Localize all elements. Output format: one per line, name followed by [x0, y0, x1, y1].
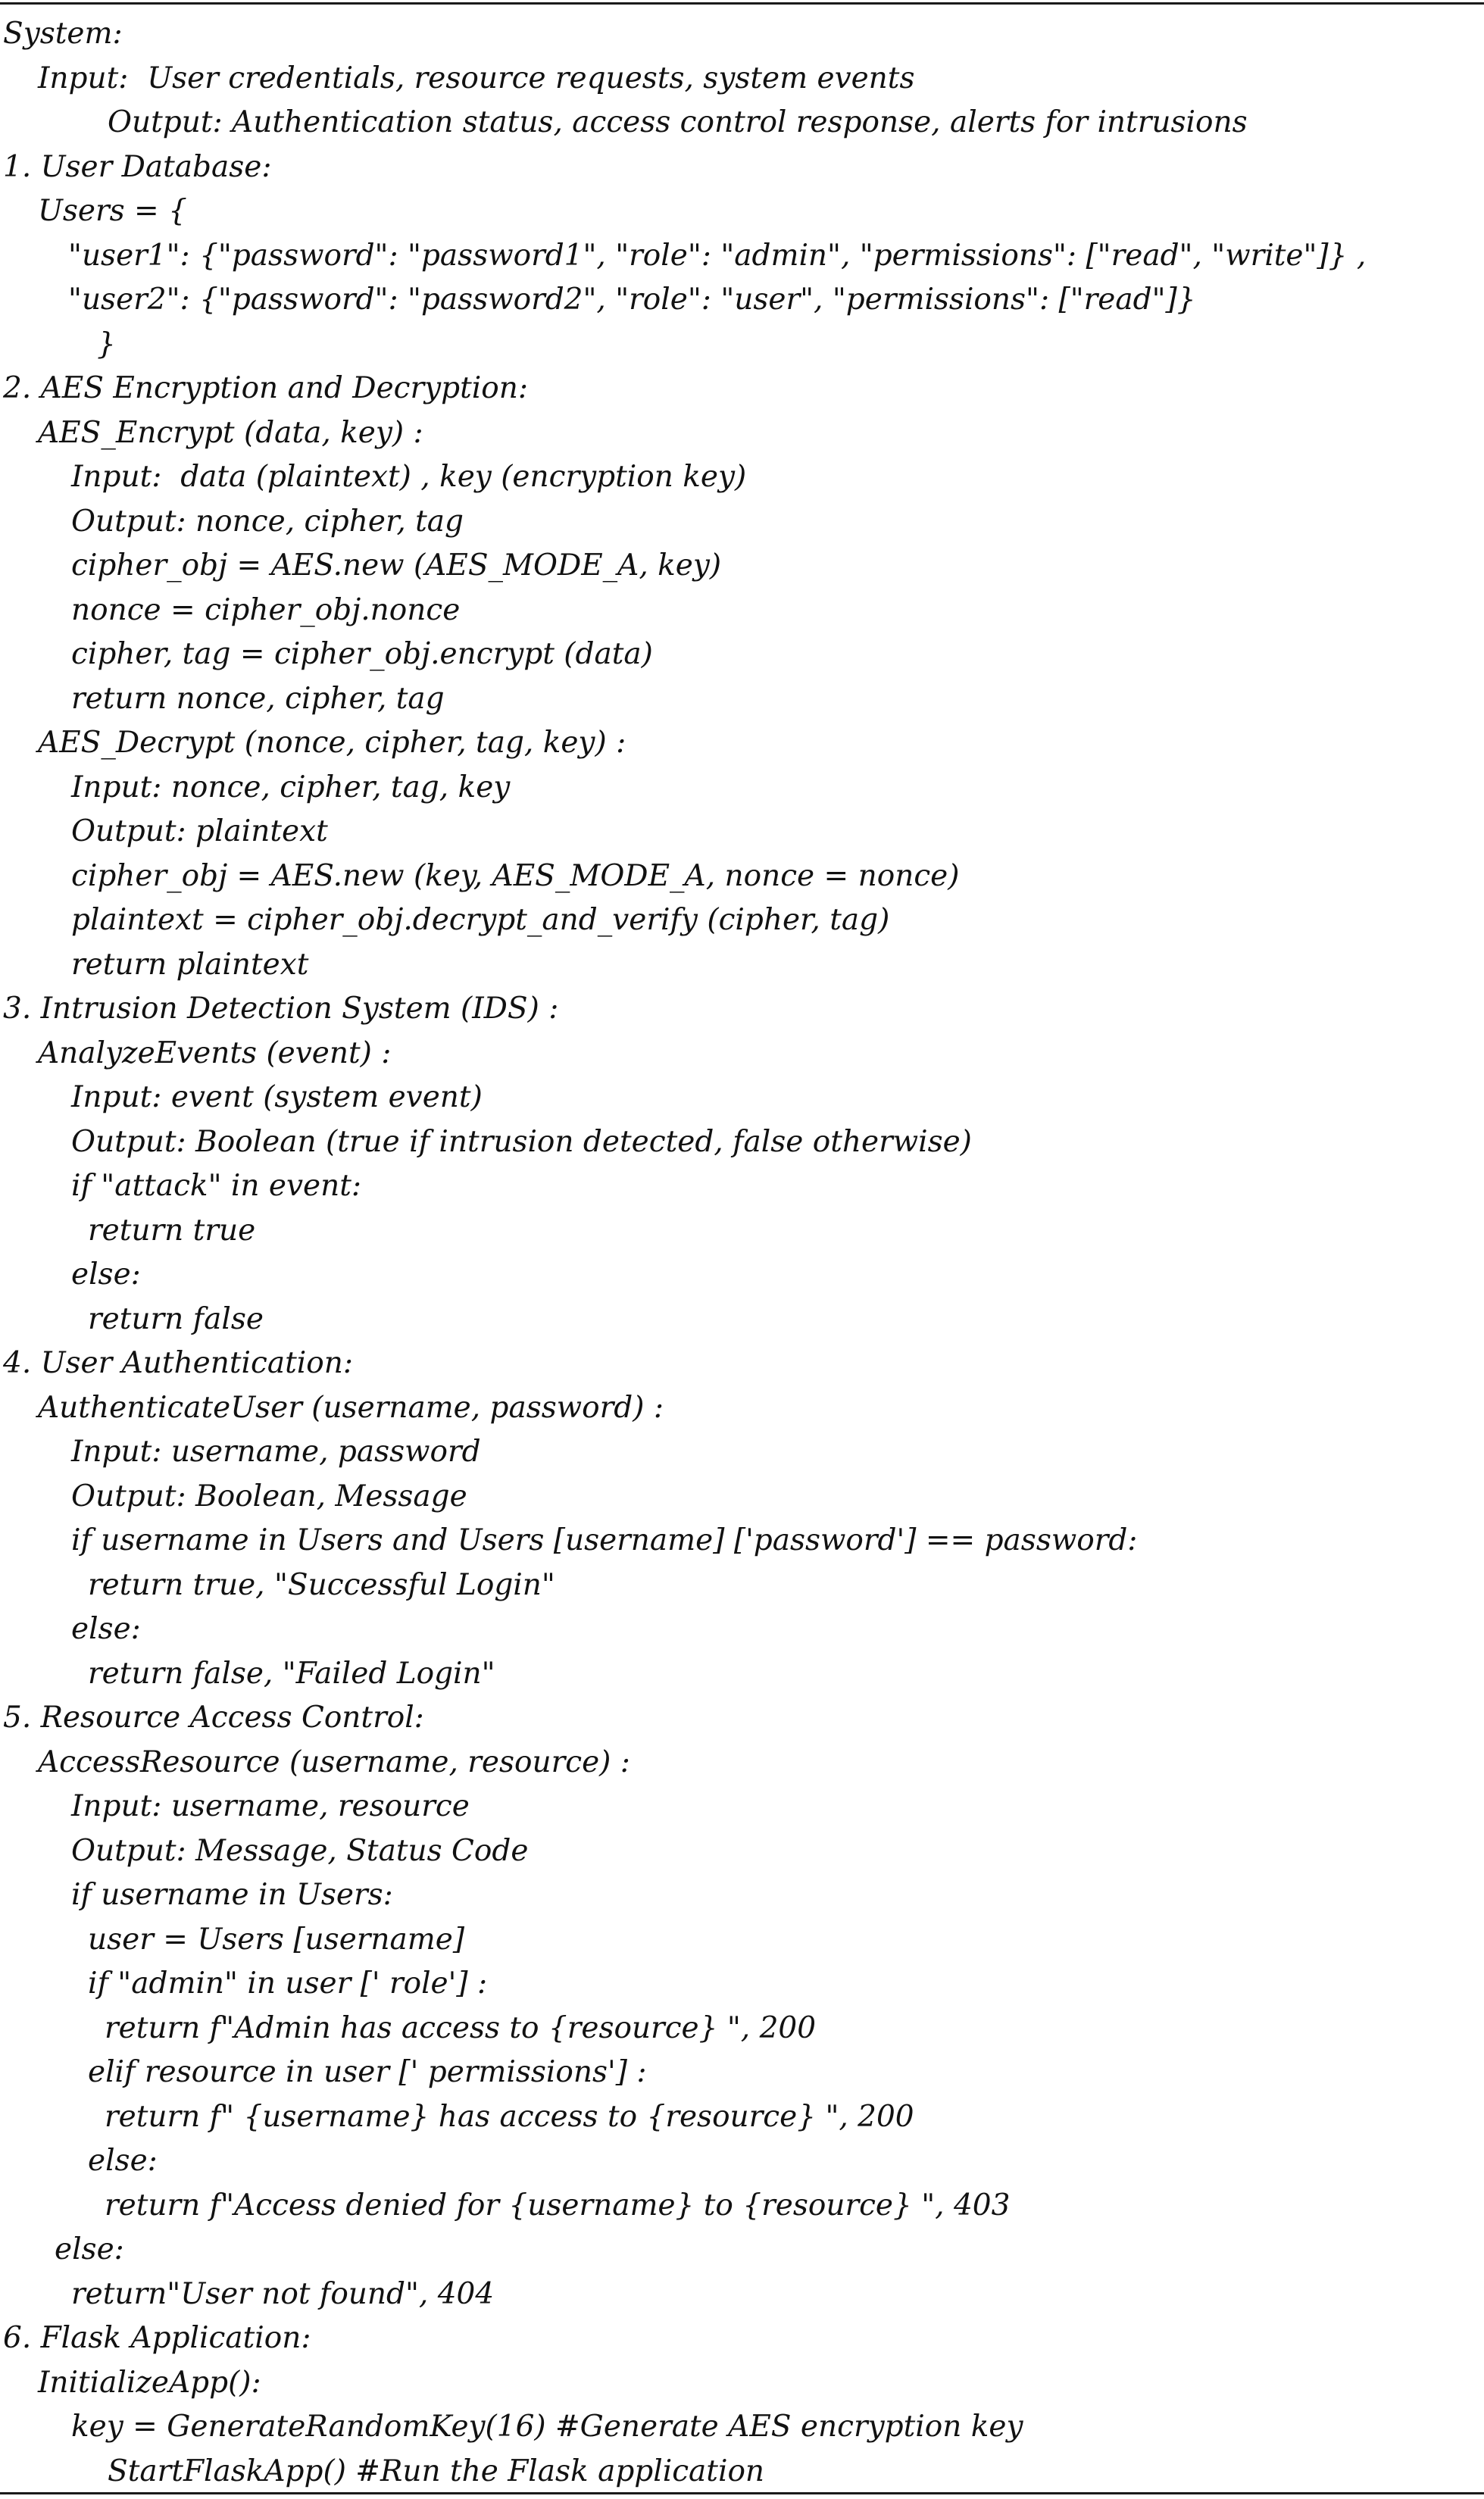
algo-line: AES_Encrypt (data, key) : [38, 415, 423, 450]
algo-line: nonce = cipher_obj.nonce [71, 592, 461, 627]
algo-line: Output: Authentication status, access control response, alerts for intrusions [108, 105, 1248, 139]
algo-line: if "attack" in event: [71, 1169, 362, 1203]
algo-line: AES_Decrypt (nonce, cipher, tag, key) : [38, 726, 626, 760]
algo-line: if username in Users and Users [username] ['password'] == password: [71, 1523, 1138, 1557]
algo-line: Input: nonce, cipher, tag, key [71, 770, 511, 804]
algo-line: "user1": {"password": "password1", "role": "admin", "permissions": ["read", "write"]} , [68, 238, 1367, 273]
algo-line: return f" {username} has access to {resource} ", 200 [105, 2099, 914, 2134]
algo-line: plaintext = cipher_obj.decrypt_and_verify (cipher, tag) [71, 903, 890, 937]
bottom-rule [0, 2492, 1484, 2494]
algo-line: AuthenticateUser (username, password) : [38, 1390, 664, 1425]
algo-line: StartFlaskApp() #Run the Flask application [108, 2454, 765, 2488]
algorithm-body [0, 12, 1484, 2494]
algo-line: Input: data (plaintext) , key (encryption key) [71, 460, 747, 494]
algo-line: return plaintext [71, 947, 309, 982]
algo-line: return f"Access denied for {username} to {resource} ", 403 [105, 2188, 1011, 2223]
algo-line: else: [88, 2144, 158, 2178]
algo-line: Output: Boolean (true if intrusion detected, false otherwise) [71, 1124, 972, 1159]
algo-line: 5. Resource Access Control: [3, 1701, 424, 1735]
algo-line: 1. User Database: [3, 149, 272, 184]
algo-line: elif resource in user [' permissions'] : [88, 2055, 647, 2089]
algo-line: 3. Intrusion Detection System (IDS) : [3, 992, 559, 1026]
algo-line: else: [71, 1257, 141, 1292]
algo-line: System: [3, 17, 123, 51]
algo-line: else: [71, 1612, 141, 1646]
algo-line: "user2": {"password": "password2", "role": "user", "permissions": ["read"]} [68, 283, 1196, 317]
algo-line: key = GenerateRandomKey(16) #Generate AES encryption key [71, 2410, 1023, 2444]
algo-line: AccessResource (username, resource) : [38, 1745, 630, 1779]
algo-line: Input: username, password [71, 1435, 481, 1469]
algo-line: return"User not found", 404 [71, 2276, 495, 2311]
algo-line: user = Users [username] [88, 1922, 465, 1957]
algo-line: InitializeApp(): [38, 2365, 261, 2400]
algo-line: Output: nonce, cipher, tag [71, 504, 464, 539]
top-rule [0, 2, 1484, 5]
algo-line: } [97, 326, 116, 361]
algo-line: return true, "Successful Login" [88, 1567, 555, 1602]
algo-line: Output: Boolean, Message [71, 1479, 467, 1513]
algo-line: 4. User Authentication: [3, 1346, 354, 1380]
algo-line: return false, "Failed Login" [88, 1656, 495, 1691]
algo-line: cipher_obj = AES.new (AES_MODE_A, key) [71, 548, 722, 583]
algo-line: else: [55, 2232, 124, 2266]
algo-line: Input: username, resource [71, 1789, 470, 1823]
algo-line: cipher_obj = AES.new (key, AES_MODE_A, nonce = nonce) [71, 858, 960, 893]
algo-line: AnalyzeEvents (event) : [38, 1036, 392, 1070]
algo-line: if username in Users: [71, 1878, 393, 1912]
algo-line: cipher, tag = cipher_obj.encrypt (data) [71, 637, 653, 671]
algo-line: 6. Flask Application: [3, 2321, 311, 2355]
algo-line: return f"Admin has access to {resource} ", 200 [105, 2010, 817, 2045]
algo-line: 2. AES Encryption and Decryption: [3, 371, 529, 405]
algo-line: Output: plaintext [71, 814, 328, 848]
algo-line: Users = { [38, 194, 187, 228]
algo-line: return true [88, 1213, 256, 1248]
algo-line: Input: User credentials, resource requests, system events [38, 61, 915, 95]
algo-line: return false [88, 1301, 264, 1336]
algo-line: if "admin" in user [' role'] : [88, 1966, 488, 2001]
algo-line: return nonce, cipher, tag [71, 681, 445, 716]
algo-line: Output: Message, Status Code [71, 1833, 529, 1868]
algo-line: Input: event (system event) [71, 1080, 483, 1114]
